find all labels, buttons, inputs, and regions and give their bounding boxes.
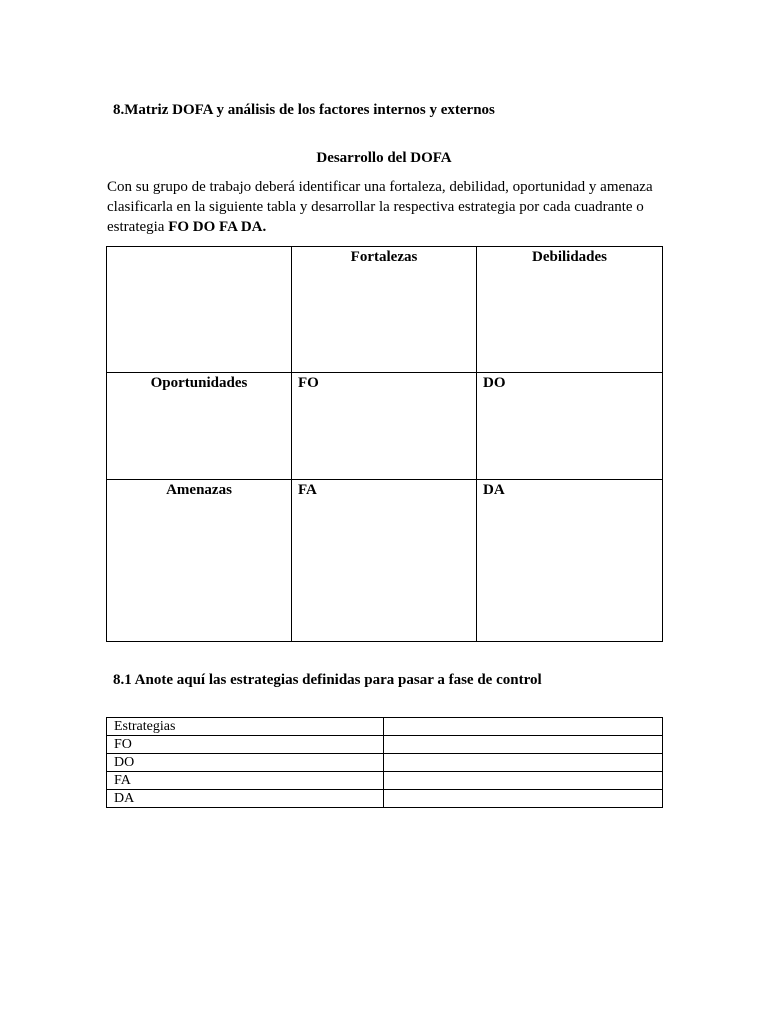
matrix-cell-fo[interactable] [292, 373, 477, 480]
dofa-matrix [106, 246, 663, 642]
matrix-cell-do[interactable] [477, 373, 663, 480]
matrix-header-fortalezas [292, 247, 477, 373]
intro-paragraph [107, 177, 667, 237]
table-row [107, 718, 663, 736]
matrix-corner-cell [107, 247, 292, 373]
subtitle: Desarrollo del DOFA [316, 150, 452, 166]
fortalezas-label: Fortalezas [350, 249, 418, 265]
table-row [107, 772, 663, 790]
fa-label: FA [298, 482, 317, 498]
amenazas-label: Amenazas [166, 482, 232, 498]
strategy-label-da: DA [107, 790, 384, 808]
matrix-row-oportunidades [107, 373, 663, 480]
table-row [107, 736, 663, 754]
matrix-corner-text [107, 247, 291, 248]
matrix-header-debilidades [477, 247, 663, 373]
matrix-row-amenazas [107, 480, 663, 642]
strategy-value-fa[interactable] [384, 772, 663, 790]
matrix-cell-fa[interactable] [292, 480, 477, 642]
section-title-2: 8.1 Anote aquí las estrategias definidas para pasar a fase de control [113, 672, 542, 688]
table-row [107, 754, 663, 772]
strategy-label-fo: FO [107, 736, 384, 754]
strategies-header-value[interactable] [384, 718, 663, 736]
debilidades-label: Debilidades [531, 249, 607, 265]
intro-text: Con su grupo de trabajo deberá identificar una fortaleza, debilidad, oportunidad y amenaza clasificarla en la siguiente tabla y desarrollar la respectiva estrategia por cada cuadrante o estrategia [107, 179, 653, 235]
fo-label: FO [298, 375, 319, 391]
oportunidades-label: Oportunidades [150, 375, 248, 391]
strategy-label-fa: FA [107, 772, 384, 790]
intro-bold-text: FO DO FA DA. [168, 219, 267, 235]
do-label: DO [483, 375, 506, 391]
matrix-row-label-cell [107, 373, 292, 480]
section-title: 8.Matriz DOFA y análisis de los factores internos y externos [113, 102, 495, 118]
strategy-value-da[interactable] [384, 790, 663, 808]
matrix-row-label-cell [107, 480, 292, 642]
strategy-value-do[interactable] [384, 754, 663, 772]
strategies-table [106, 717, 663, 808]
da-label: DA [483, 482, 505, 498]
strategy-label-do: DO [107, 754, 384, 772]
table-row [107, 790, 663, 808]
strategies-header-label: Estrategias [107, 718, 384, 736]
matrix-header-row [107, 247, 663, 373]
matrix-cell-da[interactable] [477, 480, 663, 642]
strategy-value-fo[interactable] [384, 736, 663, 754]
